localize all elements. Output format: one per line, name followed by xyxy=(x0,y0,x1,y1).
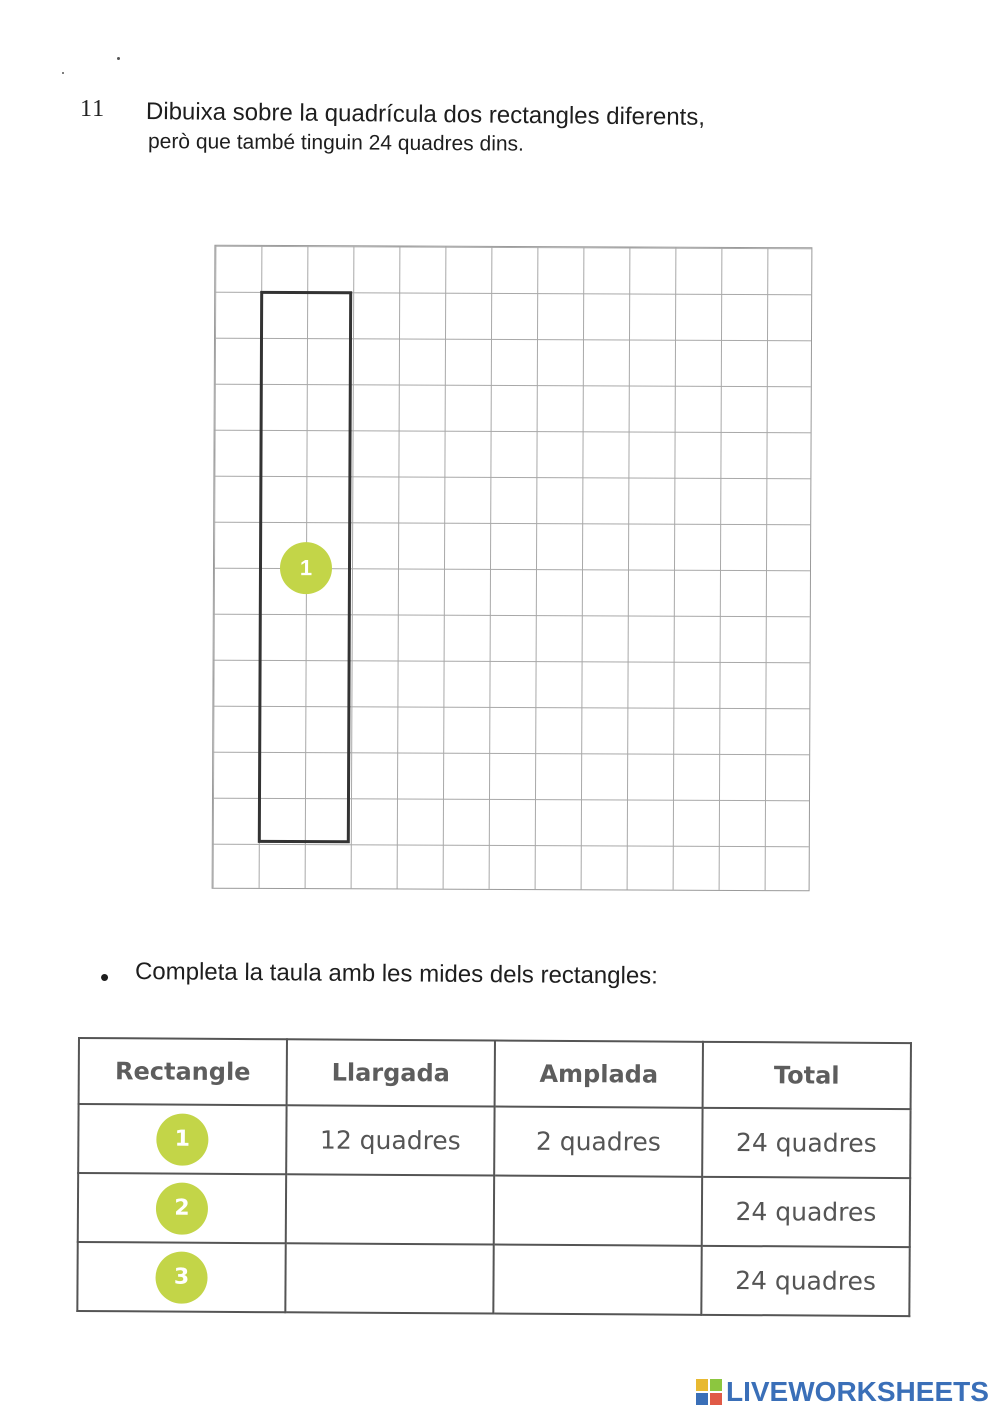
header-llargada: Llargada xyxy=(287,1039,495,1106)
header-rectangle: Rectangle xyxy=(79,1038,287,1105)
rectangle-badge: 3 xyxy=(155,1251,207,1303)
rectangle-sizes-table xyxy=(76,1037,912,1317)
rectangle-badge: 2 xyxy=(156,1182,208,1234)
exercise-instruction-line2: però que també tinguin 24 quadres dins. xyxy=(147,130,525,156)
amplada-input-cell[interactable] xyxy=(494,1176,702,1246)
table-row xyxy=(77,1242,909,1316)
rectangle-1-badge: 1 xyxy=(280,542,332,594)
llargada-input-cell[interactable] xyxy=(286,1174,494,1244)
total-cell: 24 quadres xyxy=(702,1108,910,1178)
llargada-input-cell[interactable] xyxy=(285,1243,493,1313)
total-cell: 24 quadres xyxy=(702,1177,910,1247)
header-total: Total xyxy=(703,1042,911,1109)
exercise-instruction-line1: Dibuixa sobre la quadrícula dos rectangles diferents, xyxy=(145,98,706,131)
brand-text: LIVEWORKSHEETS xyxy=(726,1376,989,1407)
rectangle-cell xyxy=(77,1242,285,1312)
scan-speck xyxy=(62,72,64,74)
bullet-point: • xyxy=(100,962,110,992)
total-cell: 24 quadres xyxy=(701,1246,909,1316)
llargada-cell: 12 quadres xyxy=(286,1105,494,1175)
liveworksheets-brand[interactable] xyxy=(696,1376,989,1408)
table-row xyxy=(78,1173,910,1247)
header-amplada: Amplada xyxy=(495,1041,703,1108)
table-instruction: Completa la taula amb les mides dels rectangles: xyxy=(134,958,659,990)
rectangle-cell xyxy=(78,1173,286,1243)
amplada-input-cell[interactable] xyxy=(493,1245,701,1315)
rectangle-cell xyxy=(78,1104,286,1174)
amplada-cell: 2 quadres xyxy=(494,1107,702,1177)
liveworksheets-logo-icon xyxy=(696,1379,722,1405)
table-row xyxy=(78,1104,910,1178)
table-header-row xyxy=(79,1038,911,1109)
scan-speck xyxy=(117,57,120,60)
exercise-number: 11 xyxy=(80,96,106,122)
rectangle-badge: 1 xyxy=(156,1113,208,1165)
drawing-grid[interactable] xyxy=(212,245,813,892)
